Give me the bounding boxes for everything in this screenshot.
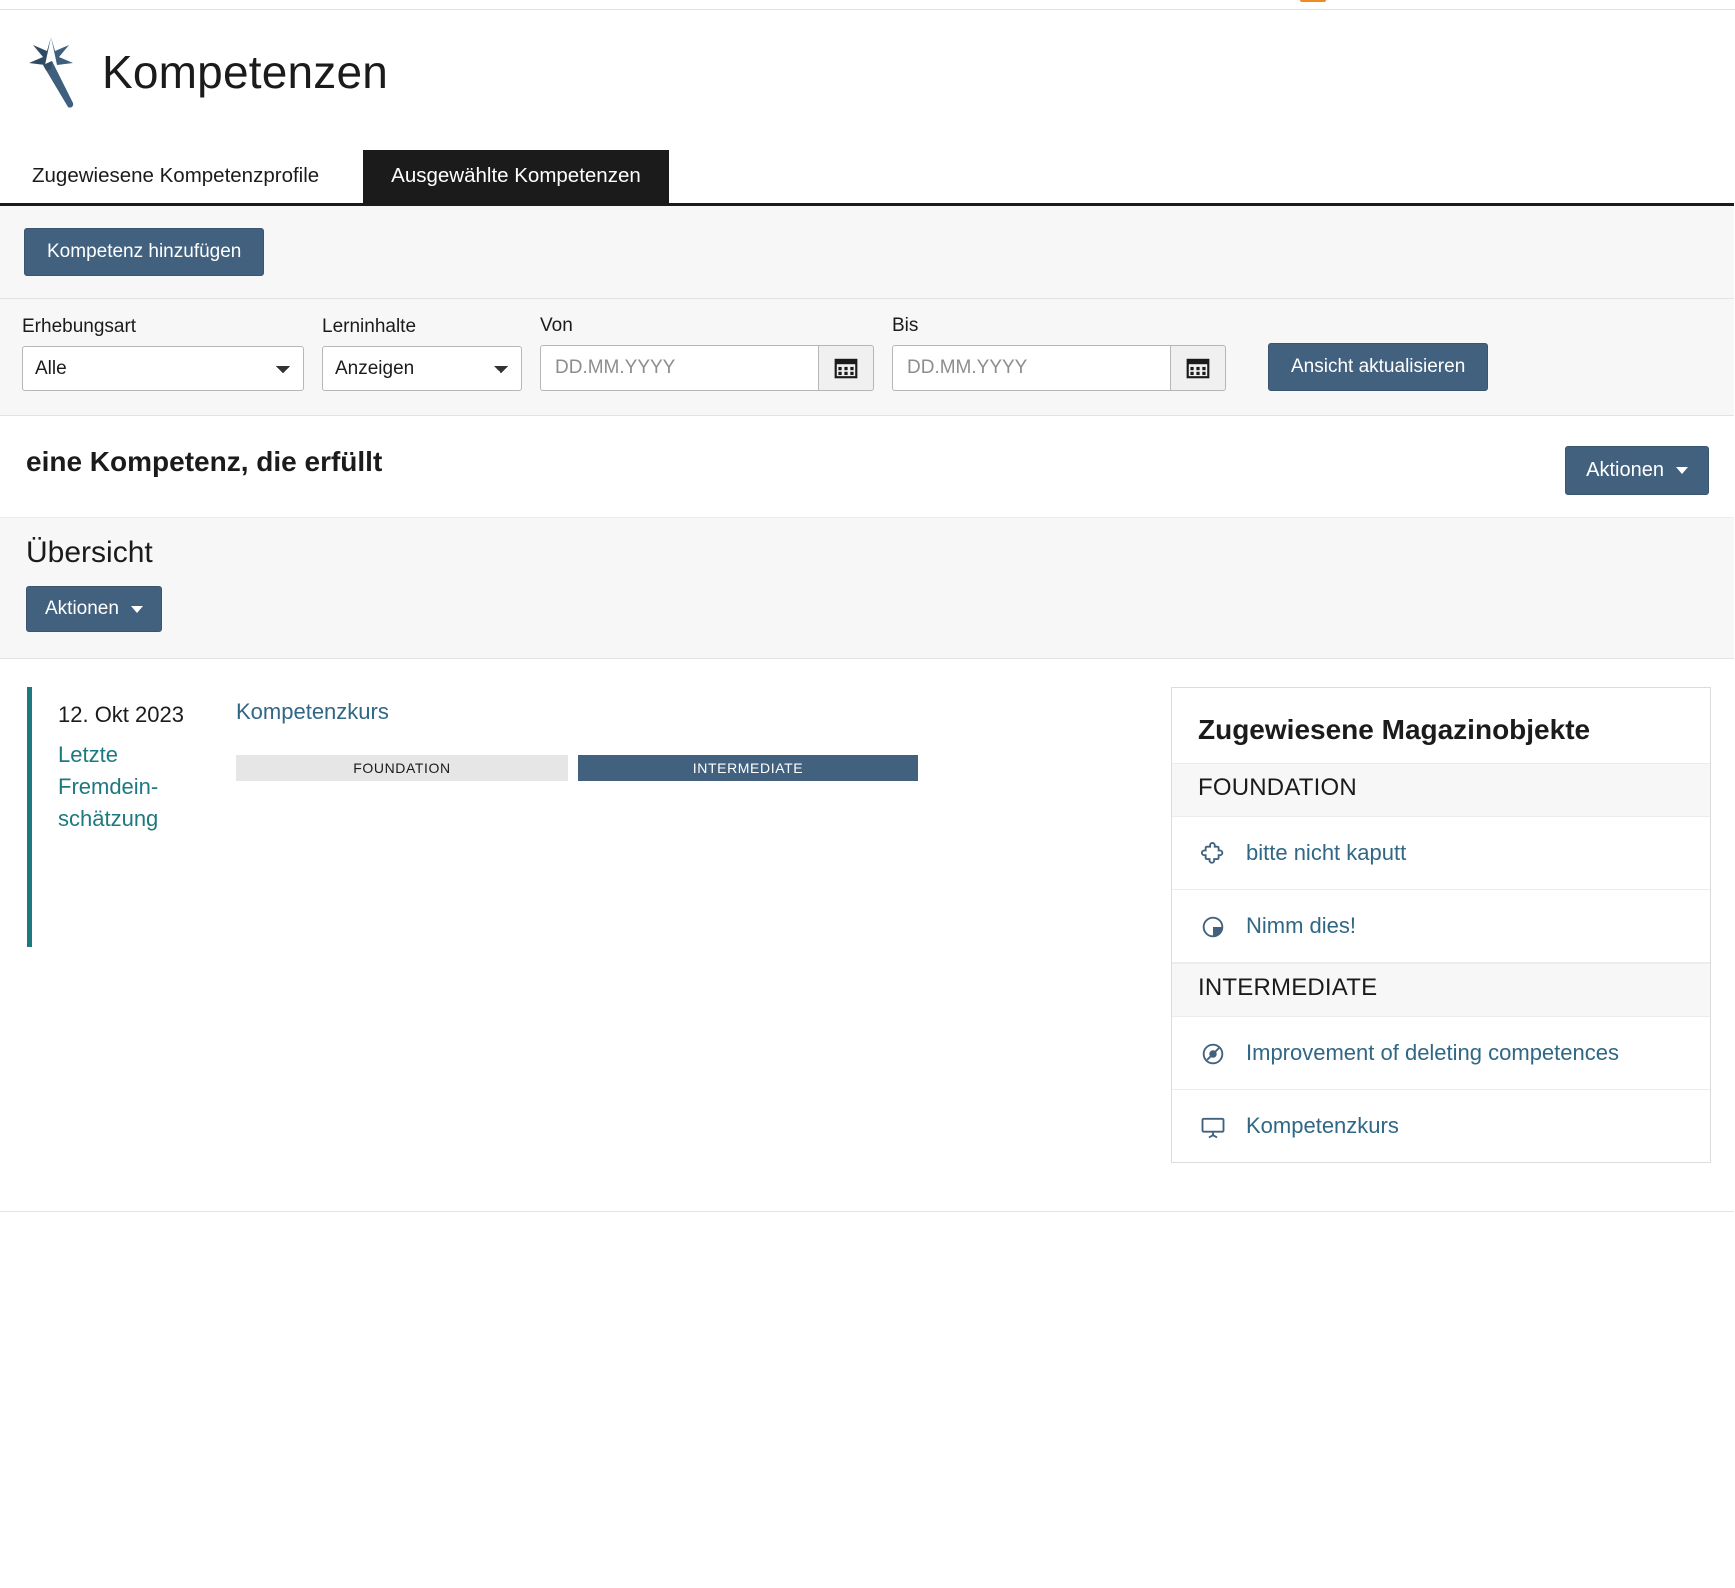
assigned-magazine-objects-panel — [1171, 687, 1711, 1162]
bis-calendar-icon[interactable] — [1170, 345, 1226, 391]
list-item-label[interactable]: Improvement of deleting competences — [1246, 1039, 1619, 1065]
timeline-entry-date-block — [58, 687, 208, 947]
level-bar-foundation: FOUNDATION — [236, 755, 568, 781]
body-row — [0, 659, 1735, 1192]
bis-date-group — [892, 345, 1226, 391]
erhebungsart-label: Erhebungsart — [22, 316, 137, 338]
magic-wand-star-icon — [20, 34, 80, 110]
list-item[interactable] — [1172, 817, 1710, 890]
list-item-label[interactable]: bitte nicht kaputt — [1246, 839, 1407, 865]
add-competence-button[interactable]: Kompetenz hinzufügen — [24, 228, 264, 277]
timeline — [24, 687, 1145, 947]
filter-erhebungsart — [22, 316, 304, 391]
chevron-down-icon — [1676, 467, 1688, 474]
von-date-group — [540, 345, 874, 391]
lerninhalte-label: Lerninhalte — [322, 316, 417, 338]
erhebungsart-select[interactable] — [22, 346, 304, 391]
level-bars — [236, 755, 918, 781]
competence-actions-label: Aktionen — [1586, 459, 1664, 482]
update-view-button[interactable]: Ansicht aktualisieren — [1268, 343, 1488, 392]
puzzle-piece-icon — [1198, 839, 1228, 869]
list-item-label[interactable]: Nimm dies! — [1246, 912, 1357, 938]
lerninhalte-select[interactable] — [322, 346, 522, 391]
timeline-entry-main — [236, 687, 918, 947]
filter-bis — [892, 315, 1226, 391]
list-item[interactable] — [1172, 890, 1710, 963]
footer-divider — [0, 1211, 1735, 1212]
list-item-label[interactable]: Kompetenzkurs — [1246, 1112, 1399, 1138]
level-bar-intermediate: INTERMEDIATE — [578, 755, 918, 781]
list-item[interactable] — [1172, 1017, 1710, 1090]
page-header — [0, 10, 1735, 120]
top-strip — [0, 0, 1735, 10]
tab-ausgewaehlte-kompetenzen[interactable]: Ausgewählte Kompetenzen — [363, 150, 669, 203]
toolbar — [0, 206, 1735, 300]
timeline-entry-link[interactable]: Kompetenzkurs — [236, 699, 389, 725]
side-group-intermediate-header: INTERMEDIATE — [1172, 963, 1710, 1017]
von-date-input[interactable] — [540, 345, 818, 391]
overview-actions-button[interactable] — [26, 586, 162, 632]
competence-header — [0, 416, 1735, 518]
presentation-screen-icon — [1198, 1112, 1228, 1142]
chevron-down-icon — [131, 606, 143, 613]
overview-band — [0, 518, 1735, 659]
bis-label: Bis — [892, 315, 919, 337]
competence-actions-button[interactable] — [1565, 446, 1709, 495]
filter-von — [540, 315, 874, 391]
bis-date-input[interactable] — [892, 345, 1170, 391]
page-title: Kompetenzen — [102, 45, 389, 98]
von-label: Von — [540, 315, 573, 337]
von-calendar-icon[interactable] — [818, 345, 874, 391]
orange-indicator — [1300, 0, 1326, 2]
target-pin-icon — [1198, 1039, 1228, 1069]
tab-bar — [0, 150, 1735, 206]
competence-title: eine Kompetenz, die erfüllt — [26, 446, 383, 478]
filter-lerninhalte — [322, 316, 522, 391]
tab-zugewiesene-kompetenzprofile[interactable]: Zugewiesene Kompetenzprofile — [22, 150, 343, 203]
overview-actions-label: Aktionen — [45, 598, 119, 620]
side-panel-title: Zugewiesene Magazinobjekte — [1198, 714, 1591, 746]
timeline-entry-subtitle: Letzte Fremdein-schätzung — [58, 742, 159, 832]
timeline-entry — [32, 687, 918, 947]
side-group-foundation-header: FOUNDATION — [1172, 763, 1710, 817]
list-item[interactable] — [1172, 1090, 1710, 1162]
overview-title: Übersicht — [26, 536, 153, 570]
pie-chart-icon — [1198, 912, 1228, 942]
timeline-entry-date: 12. Okt 2023 — [58, 702, 184, 728]
filter-bar — [0, 299, 1735, 416]
content-wrapper — [0, 10, 1735, 1212]
